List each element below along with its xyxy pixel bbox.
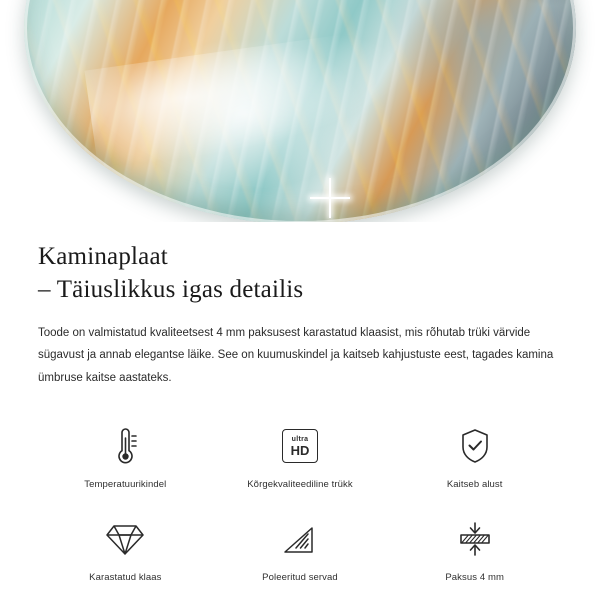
feature-item-thickness (387, 516, 562, 583)
feature-label: Kõrgekvaliteediline trükk (247, 479, 353, 491)
content-section (0, 222, 600, 583)
feature-item-polished-edges (213, 516, 388, 583)
feature-label: Poleeritud servad (262, 572, 338, 584)
feature-item-print-quality (213, 423, 388, 490)
shield-check-icon (455, 423, 495, 469)
product-description: Toode on valmistatud kvaliteetsest 4 mm paksusest karastatud klaasist, mis rõhutab trüki värvide sügavust ja annab elegantse läike. See on kuumuskindel ja kaitseb kahjustuste eest, tagades kamina ümbruse kaitse aastateks. (38, 327, 554, 384)
diamond-icon (103, 516, 147, 562)
feature-label: Kaitseb alust (446, 479, 503, 491)
feature-item-tempered-glass (38, 516, 213, 583)
feature-label: Temperatuurikindel (84, 479, 167, 491)
ultra-hd-badge-bottom: HD (290, 442, 310, 458)
feature-label: Paksus 4 mm (445, 572, 504, 584)
page-title-line-1: Kaminaplaat (38, 243, 168, 270)
feature-item-temperature (38, 423, 213, 490)
fireplace-plate-image (24, 0, 576, 222)
page-title-line-2: – Täiuslikkus igas detailis (38, 276, 304, 303)
ultra-hd-icon (282, 423, 318, 469)
thickness-arrows-icon (454, 516, 496, 562)
ultra-hd-badge-top: ultra (291, 435, 309, 443)
page-title (38, 240, 562, 306)
hero-image-section (0, 0, 600, 222)
feature-item-surface-protection (387, 423, 562, 490)
feature-grid (38, 423, 562, 583)
thermometer-icon (105, 423, 145, 469)
feature-label: Karastatud klaas (89, 572, 162, 584)
polished-edges-icon (279, 516, 321, 562)
